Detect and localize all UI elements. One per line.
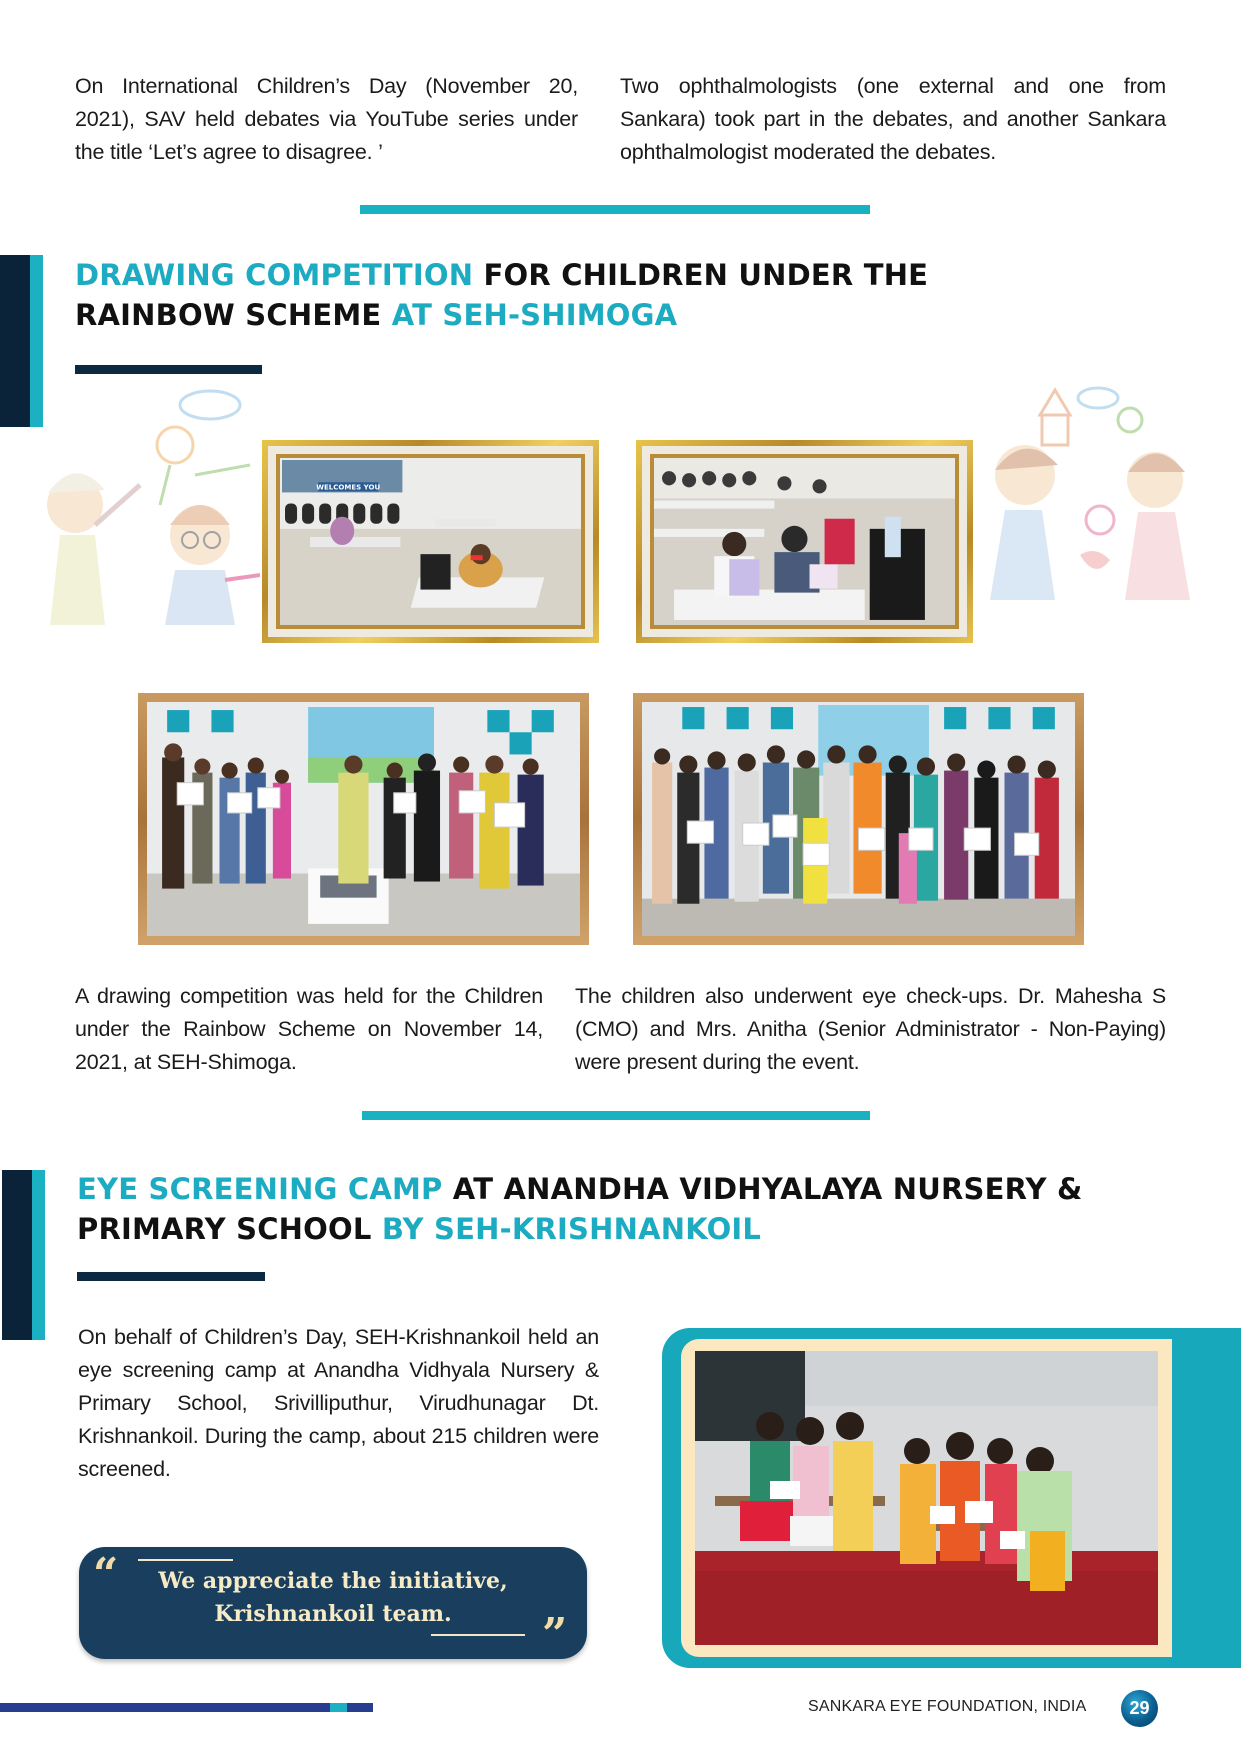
welcome-sign-text: WELCOMES YOU — [316, 482, 381, 492]
group-photo-right-image — [642, 702, 1075, 936]
section1-photo-group-right — [633, 693, 1084, 945]
testimonial-quote-box — [79, 1547, 587, 1659]
section2-side-bar-navy — [2, 1170, 32, 1340]
close-quote-icon: ” — [542, 1609, 568, 1660]
quote-top-line — [138, 1559, 233, 1561]
group-photo-left-image — [147, 702, 580, 936]
footer-accent-bar-teal-segment — [330, 1703, 347, 1712]
children-at-desks-image — [695, 1351, 1158, 1645]
quote-line-1: We appreciate the initiative, — [158, 1568, 508, 1594]
cartoon-kids-painting-left-illustration — [20, 385, 260, 645]
section1-heading — [75, 255, 1075, 335]
cartoon-girls-drawing-right-illustration — [980, 380, 1220, 640]
classroom-drawing-image — [280, 458, 581, 625]
quote-line-2: Krishnankoil team. — [214, 1601, 452, 1627]
section2-heading-highlight: EYE SCREENING CAMP — [77, 1172, 443, 1206]
section-divider-1 — [360, 205, 870, 214]
section1-right-paragraph: The children also underwent eye check-ups. Dr. Mahesha S (CMO) and Mrs. Anitha (Senior Administrator - Non-Paying) were present during the event. — [575, 984, 1166, 1074]
section1-heading-location: AT SEH-SHIMOGA — [381, 298, 678, 332]
section1-heading-underline — [75, 365, 262, 374]
intro-left-paragraph: On International Children’s Day (November 20, 2021), SAV held debates via YouTube series under the title ‘Let’s agree to disagree. ’ — [75, 74, 578, 164]
footer-accent-bar — [0, 1703, 373, 1712]
section2-heading-main: AT ANANDHA VIDHYALAYA NURSERY & PRIMARY SCHOOL — [77, 1172, 1083, 1246]
open-quote-icon: “ — [93, 1549, 119, 1600]
quote-bottom-line — [431, 1634, 525, 1636]
section1-left-paragraph: A drawing competition was held for the Children under the Rainbow Scheme on November 14, 2021, at SEH-Shimoga. — [75, 984, 543, 1074]
page-number-badge: 29 — [1121, 1690, 1158, 1727]
section2-heading-organizer: BY SEH-KRISHNANKOIL — [371, 1212, 762, 1246]
eye-screening-photo — [695, 1351, 1158, 1645]
footer-organization-name: SANKARA EYE FOUNDATION, INDIA — [808, 1698, 1087, 1715]
section1-photo-group-left — [138, 693, 589, 945]
children-holding-drawings-image — [654, 458, 955, 625]
section2-heading-underline — [77, 1272, 265, 1281]
intro-right-paragraph: Two ophthalmologists (one external and one from Sankara) took part in the debates, and another Sankara ophthalmologist moderated the debates. — [620, 74, 1166, 164]
section2-side-bar-teal — [32, 1170, 45, 1340]
section1-heading-highlight: DRAWING COMPETITION — [75, 258, 474, 292]
section-divider-2 — [362, 1111, 870, 1120]
section2-heading — [77, 1169, 1177, 1249]
section1-photo-children-holding-drawings — [636, 440, 973, 643]
section2-body-paragraph: On behalf of Children’s Day, SEH-Krishnankoil held an eye screening camp at Anandha Vidhyala Nursery & Primary School, Srivilliputhur, Virudhunagar Dt. Krishnankoil. During the camp, about 215 children were screened. — [78, 1325, 599, 1481]
section1-heading-main: FOR CHILDREN UNDER THE RAINBOW SCHEME — [75, 258, 929, 332]
section1-photo-classroom — [262, 440, 599, 643]
